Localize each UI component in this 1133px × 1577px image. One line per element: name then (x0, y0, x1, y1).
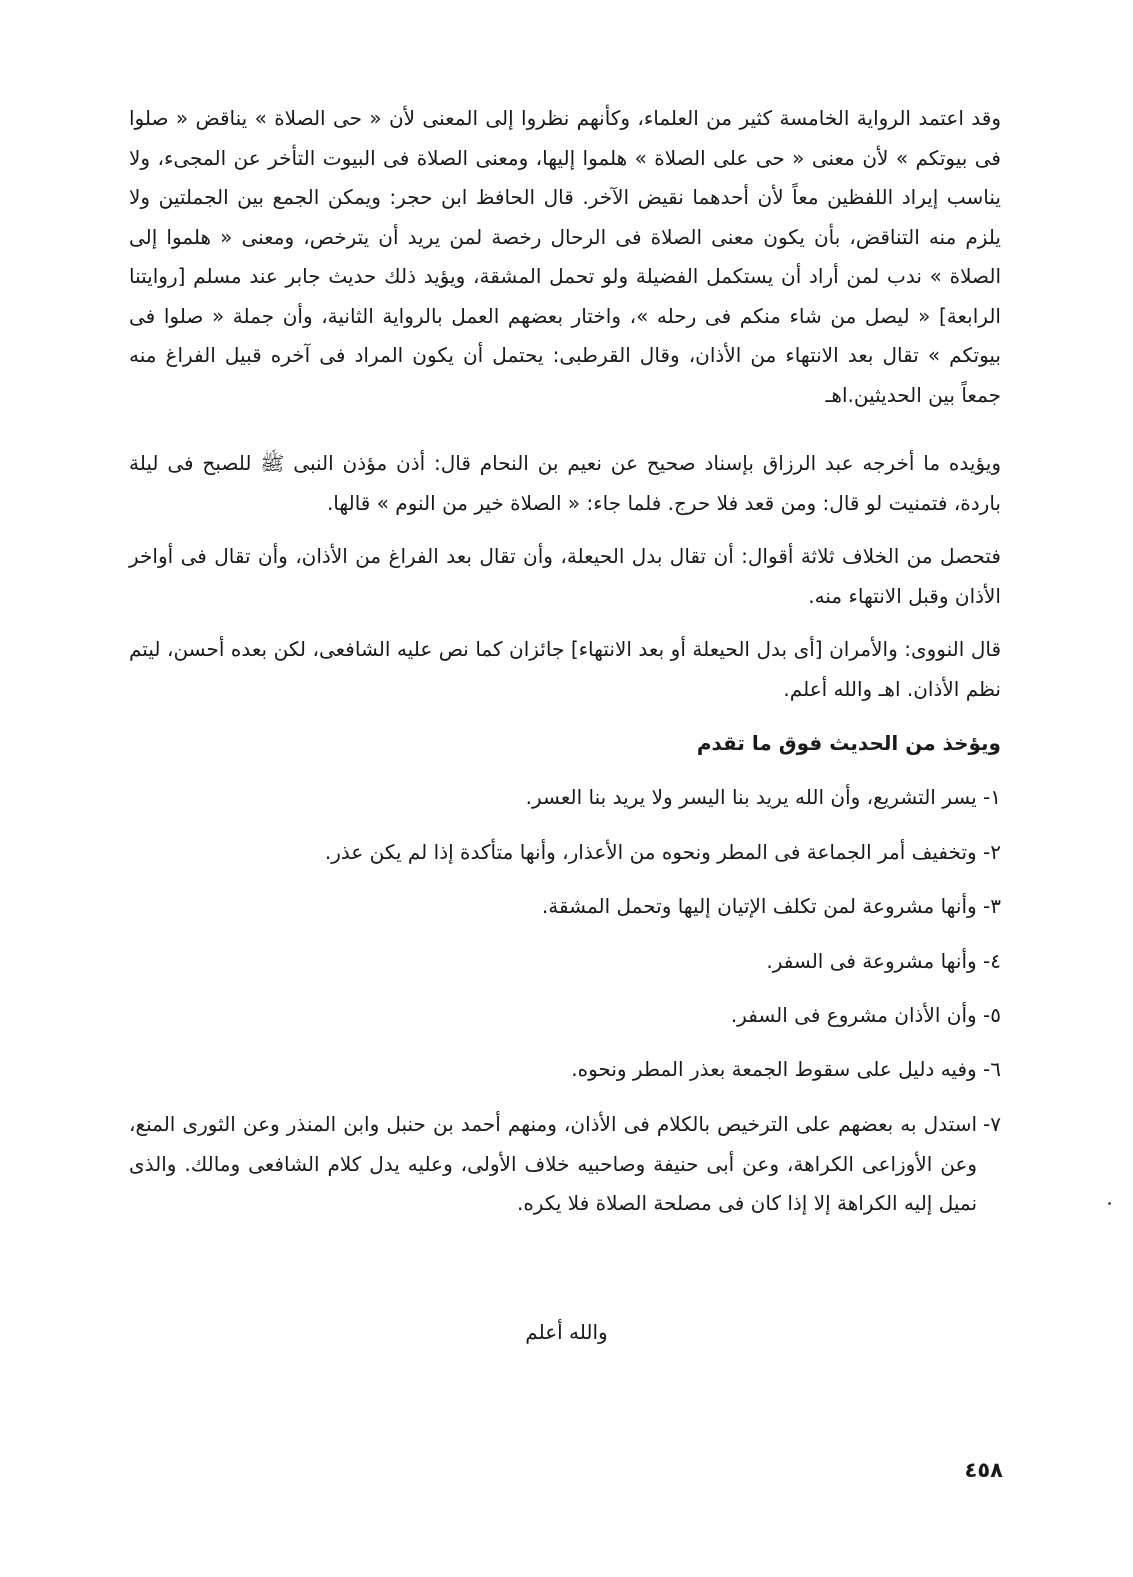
scan-speck (1108, 1202, 1111, 1205)
closing-phrase: والله أعلم (525, 1320, 608, 1344)
paragraph-1 (129, 99, 1001, 415)
list-item-6: ٦- وفيه دليل على سقوط الجمعة بعذر المطر ونحوه. (571, 1057, 1001, 1081)
paragraph-text: ويؤيده ما أخرجه عبد الرزاق بإسناد صحيح عن نعيم بن النحام قال: أذن مؤذن النبى ﷺ للصبح فى ليلة باردة، فتمنيت لو قال: ومن قعد فلا حرج. فلما جاء: « الصلاة خير من النوم » قالها. (129, 451, 1001, 515)
list-item-number: ٧- (983, 1112, 1001, 1136)
list-item-2: ٢- وتخفيف أمر الجماعة فى المطر ونحوه من الأعذار، وأنها متأكدة إذا لم يكن عذر. (324, 840, 1001, 864)
paragraph-4 (129, 630, 1001, 709)
paragraph-text: فتحصل من الخلاف ثلاثة أقوال: أن تقال بدل الحيعلة، وأن تقال بعد الفراغ من الأذان، وأن تقال فى أواخر الأذان وقبل الانتهاء منه. (129, 544, 1001, 608)
list-item-text: استدل به بعضهم على الترخيص بالكلام فى الأذان، ومنهم أحمد بن حنبل وابن المنذر وعن الثورى المنع، وعن الأوزاعى الكراهة، وعن أبى حنيفة وصاحبيه خلاف الأولى، وعليه يدل كلام الشافعى ومالك. والذى نميل إليه الكراهة إلا إذا كان فى مصلحة الصلاة فلا يكره. (129, 1112, 978, 1215)
page-number: ٤٥٨ (964, 1458, 1003, 1482)
paragraph-text: قال النووى: والأمران [أى بدل الحيعلة أو بعد الانتهاء] جائزان كما نص عليه الشافعى، لكن بعده أحسن، ليتم نظم الأذان. اهـ والله أعلم. (129, 637, 1001, 701)
section-heading: ويؤخذ من الحديث فوق ما تقدم (696, 731, 1001, 755)
list-item-7 (129, 1105, 1001, 1224)
paragraph-2 (129, 444, 1001, 523)
list-item-3: ٣- وأنها مشروعة لمن تكلف الإتيان إليها وتحمل المشقة. (541, 894, 1001, 918)
list-item-1: ١- يسر التشريع، وأن الله يريد بنا اليسر ولا يريد بنا العسر. (525, 785, 1001, 809)
list-item-4: ٤- وأنها مشروعة فى السفر. (766, 949, 1001, 973)
paragraph-text: وقد اعتمد الرواية الخامسة كثير من العلماء، وكأنهم نظروا إلى المعنى لأن « حى الصلاة » يناقض « صلوا فى بيوتكم » لأن معنى « حى على الصلاة » هلموا إليها، ومعنى الصلاة فى البيوت التأخر عن المجىء، ولا يناسب إيراد اللفظين معاً لأن أحدهما نقيض الآخر. قال الحافظ ابن حجر: ويمكن الجمع بين الجملتين ولا يلزم منه التناقض، بأن يكون معنى الصلاة فى الرحال رخصة لمن يريد أن يترخص، ومعنى « هلموا إلى الصلاة » ندب لمن أراد أن يستكمل الفضيلة ولو تحمل المشقة، ويؤيد ذلك حديث جابر عند مسلم [روايتنا الرابعة] « ليصل من شاء منكم فى رحله »، واختار بعضهم العمل بالرواية الثانية، وأن جملة « صلوا فى بيوتكم » تقال بعد الانتهاء من الأذان، وقال القرطبى: يحتمل أن يكون المراد فى آخره قبيل الفراغ منه جمعاً بين الحديثين.اهـ (129, 106, 1001, 407)
list-item-5: ٥- وأن الأذان مشروع فى السفر. (730, 1003, 1001, 1027)
paragraph-3 (129, 537, 1001, 616)
